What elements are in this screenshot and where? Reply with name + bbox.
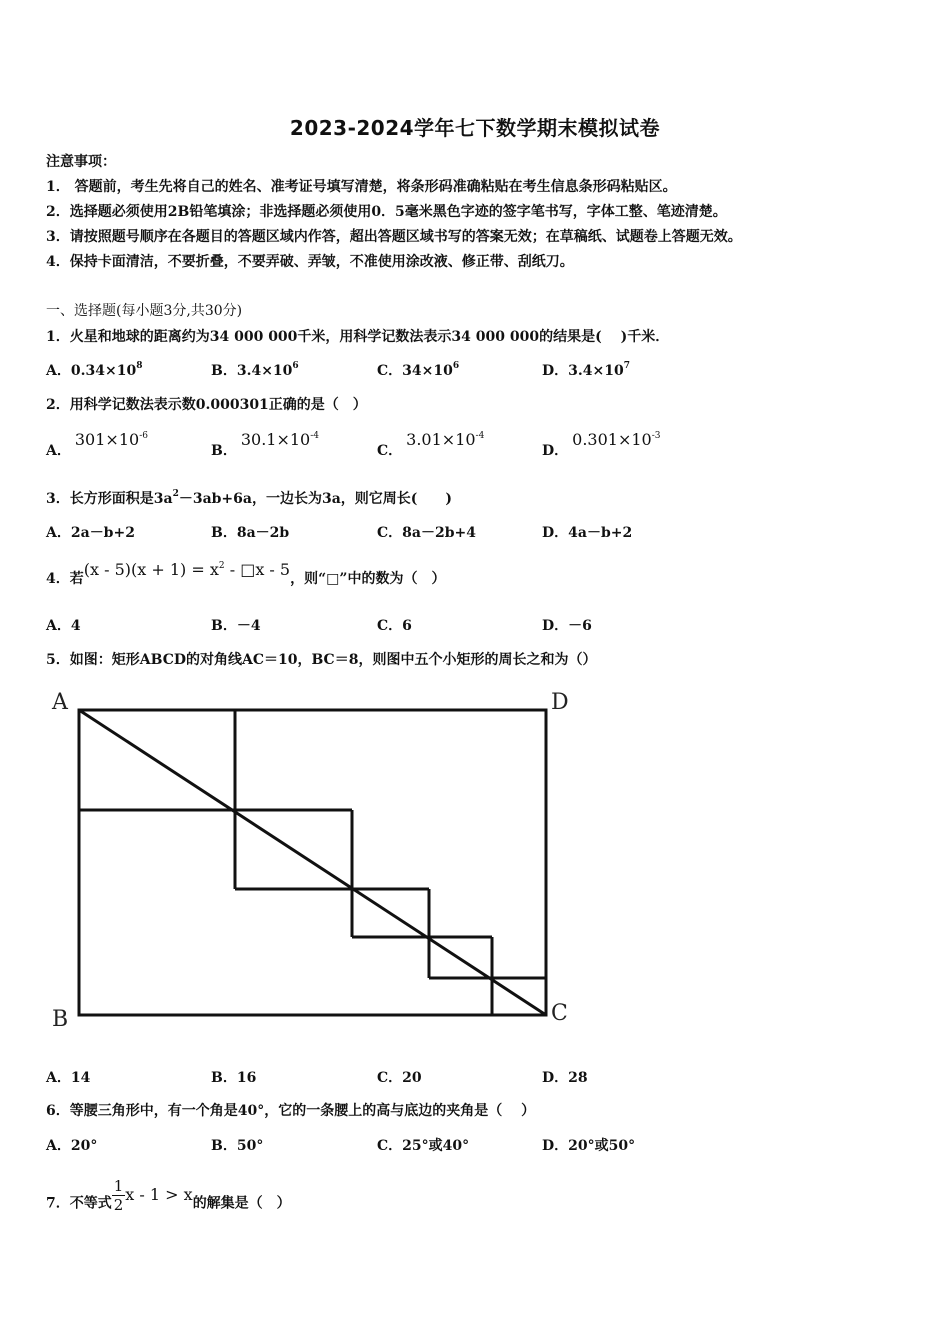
label-c: C xyxy=(551,1001,568,1026)
option-b: B．－4 xyxy=(211,618,261,634)
option-c: C．6 xyxy=(377,618,412,634)
question-6-stem: 6．等腰三角形中，有一个角是40°，它的一条腰上的高与底边的夹角是（ ） xyxy=(46,1103,536,1119)
rectangle-figure xyxy=(46,685,586,1039)
question-5-stem: 5．如图：矩形ABCD的对角线AC＝10，BC＝8，则图中五个小矩形的周长之和为（） xyxy=(46,652,597,668)
fraction-one-half: $\frac{1}{2}$ xyxy=(113,1177,124,1214)
label-a: A xyxy=(52,690,68,715)
option-c: C．$34\times 10^6$ xyxy=(377,361,460,379)
notice-item: 3．请按照题号顺序在各题目的答题区域内作答，超出答题区域书写的答案无效；在草稿纸、试题卷上答题无效。 xyxy=(46,229,742,245)
option-b: B．$3.4\times 10^6$ xyxy=(211,361,299,379)
option-c: C．25°或40° xyxy=(377,1138,470,1154)
question-1-stem: 1．火星和地球的距离约为34 000 000千米，用科学记数法表示34 000 000的结果是( )千米． xyxy=(46,329,670,345)
question-1-options xyxy=(46,360,746,384)
option-a: A．$301\times 10^{-6}$ xyxy=(46,430,148,459)
option-c: C．$3.01\times 10^{-4}$ xyxy=(377,430,485,459)
question-4-stem: 4．若$(x - 5)(x + 1) = x^2$ - □x - 5，则“□”中的数为（ ） xyxy=(46,560,446,587)
option-d: D．－6 xyxy=(542,618,592,634)
notice-block xyxy=(46,150,926,275)
option-a: A．20° xyxy=(46,1138,98,1154)
option-a: A．$0.34\times 10^8$ xyxy=(46,361,143,379)
diagonal-ac xyxy=(79,710,546,1015)
option-c: C．20 xyxy=(377,1070,422,1086)
option-b: B．8a－2b xyxy=(211,525,290,541)
notice-heading: 注意事项： xyxy=(46,154,116,170)
option-d: D．4a－b+2 xyxy=(542,525,633,541)
option-a: A．4 xyxy=(46,618,81,634)
label-d: D xyxy=(551,690,569,715)
question-2-stem: 2．用科学记数法表示数0.000301正确的是（ ） xyxy=(46,397,367,413)
option-d: D．$0.301\times 10^{-3}$ xyxy=(542,430,661,459)
option-a: A．14 xyxy=(46,1070,91,1086)
option-c: C．8a－2b+4 xyxy=(377,525,476,541)
question-3-stem: 3．长方形面积是$3a^2-3ab+6a$，一边长为3a，则它周长( ) xyxy=(46,489,453,507)
question-5-options xyxy=(46,1067,746,1091)
label-b: B xyxy=(52,1007,69,1032)
question-4-options xyxy=(46,615,746,639)
page-title: 2023-2024学年七下数学期末模拟试卷 xyxy=(289,116,661,140)
question-3-options xyxy=(46,522,746,546)
option-d: D．28 xyxy=(542,1070,588,1086)
option-d: D．$3.4\times 10^7$ xyxy=(542,361,630,379)
notice-item: 4．保持卡面清洁，不要折叠，不要弄破、弄皱，不准使用涂改液、修正带、刮纸刀。 xyxy=(46,254,574,270)
option-b: B．$30.1\times 10^{-4}$ xyxy=(211,430,320,459)
option-a: A．2a－b+2 xyxy=(46,525,135,541)
question-4-formula: $(x - 5)(x + 1) = x^2$ - □x - 5 xyxy=(83,560,291,579)
question-7-inequality: x - 1 > x xyxy=(125,1184,193,1204)
rectangle-diagram xyxy=(46,685,586,1035)
option-d: D．20°或50° xyxy=(542,1138,636,1154)
option-b: B．50° xyxy=(211,1138,264,1154)
option-b: B．16 xyxy=(211,1070,257,1086)
section-heading: 一、选择题(每小题3分,共30分) xyxy=(46,303,243,319)
notice-item: 1． 答题前，考生先将自己的姓名、准考证号填写清楚，将条形码准确粘贴在考生信息条形码粘贴区。 xyxy=(46,179,677,195)
question-6-options xyxy=(46,1135,746,1159)
question-7-stem: 7．不等式 $\frac{1}{2}$ x - 1 > x的解集是（ ） xyxy=(46,1177,291,1214)
notice-item: 2．选择题必须使用2B铅笔填涂；非选择题必须使用0．5毫米黑色字迹的签字笔书写，字体工整、笔迹清楚。 xyxy=(46,204,727,220)
question-2-options xyxy=(46,430,746,464)
